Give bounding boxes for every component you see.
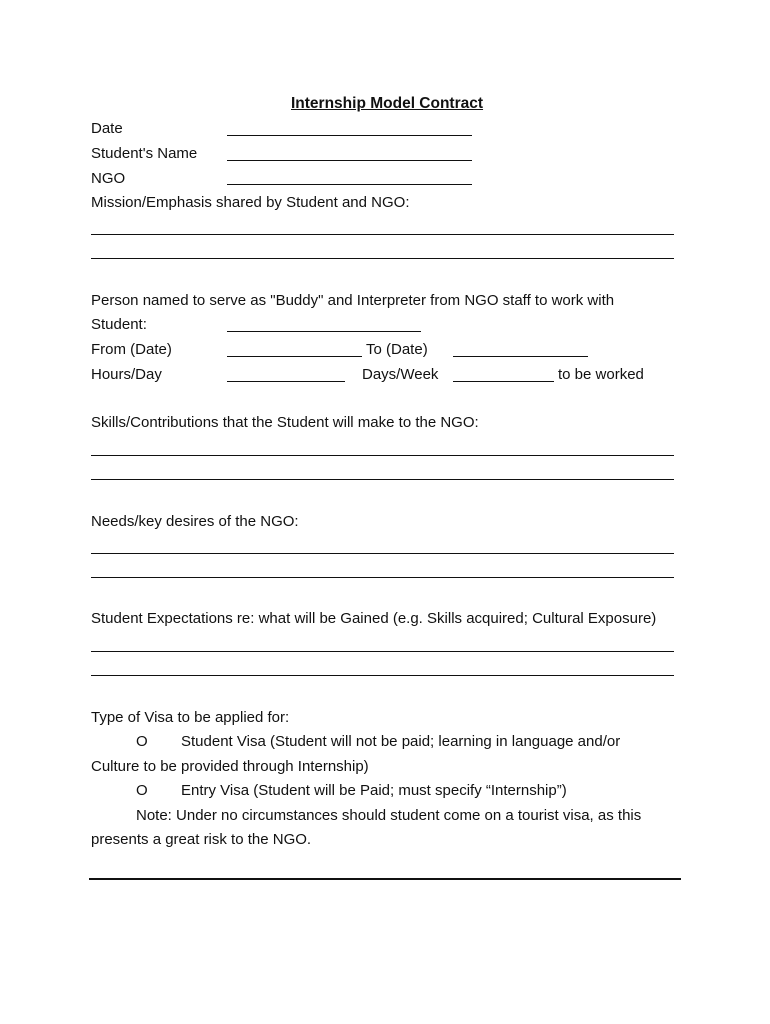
- student-visa-text-1: Student Visa (Student will not be paid; learning in language and/or: [181, 733, 621, 750]
- visa-note-2: presents a great risk to the NGO.: [91, 831, 312, 848]
- from-date-field[interactable]: [227, 356, 362, 357]
- date-label: Date: [91, 120, 123, 137]
- student-name-field[interactable]: [227, 160, 472, 161]
- skills-label: Skills/Contributions that the Student will make to the NGO:: [91, 414, 479, 431]
- skills-field-line-2[interactable]: [91, 479, 674, 480]
- document-title: Internship Model Contract: [291, 95, 484, 112]
- buddy-student-label: Student:: [91, 316, 147, 333]
- to-date-field[interactable]: [453, 356, 588, 357]
- to-be-worked-label: to be worked: [558, 366, 644, 383]
- expectations-field-line-1[interactable]: [91, 651, 674, 652]
- mission-field-line-2[interactable]: [91, 258, 674, 259]
- hours-day-field[interactable]: [227, 381, 345, 382]
- section-divider: [89, 878, 681, 880]
- visa-note-1: Note: Under no circumstances should student come on a tourist visa, as this: [136, 807, 642, 824]
- expectations-field-line-2[interactable]: [91, 675, 674, 676]
- student-visa-option[interactable]: O: [136, 733, 148, 750]
- ngo-field[interactable]: [227, 184, 472, 185]
- buddy-name-field[interactable]: [227, 331, 421, 332]
- expectations-label: Student Expectations re: what will be Gained (e.g. Skills acquired; Cultural Exposure): [91, 610, 657, 627]
- hours-day-label: Hours/Day: [91, 366, 162, 383]
- student-visa-text-2: Culture to be provided through Internship): [91, 758, 369, 775]
- buddy-label: Person named to serve as "Buddy" and Interpreter from NGO staff to work with: [91, 292, 615, 309]
- needs-field-line-2[interactable]: [91, 577, 674, 578]
- mission-field-line-1[interactable]: [91, 234, 674, 235]
- needs-field-line-1[interactable]: [91, 553, 674, 554]
- needs-label: Needs/key desires of the NGO:: [91, 513, 299, 530]
- days-week-field[interactable]: [453, 381, 554, 382]
- student-name-label: Student's Name: [91, 145, 198, 162]
- visa-heading: Type of Visa to be applied for:: [91, 709, 290, 726]
- entry-visa-option[interactable]: O: [136, 782, 148, 799]
- entry-visa-text: Entry Visa (Student will be Paid; must specify “Internship”): [181, 782, 567, 799]
- date-field[interactable]: [227, 135, 472, 136]
- ngo-label: NGO: [91, 170, 126, 187]
- from-date-label: From (Date): [91, 341, 172, 358]
- days-week-label: Days/Week: [362, 366, 439, 383]
- skills-field-line-1[interactable]: [91, 455, 674, 456]
- mission-label: Mission/Emphasis shared by Student and NGO:: [91, 194, 410, 211]
- to-date-label: To (Date): [366, 341, 428, 358]
